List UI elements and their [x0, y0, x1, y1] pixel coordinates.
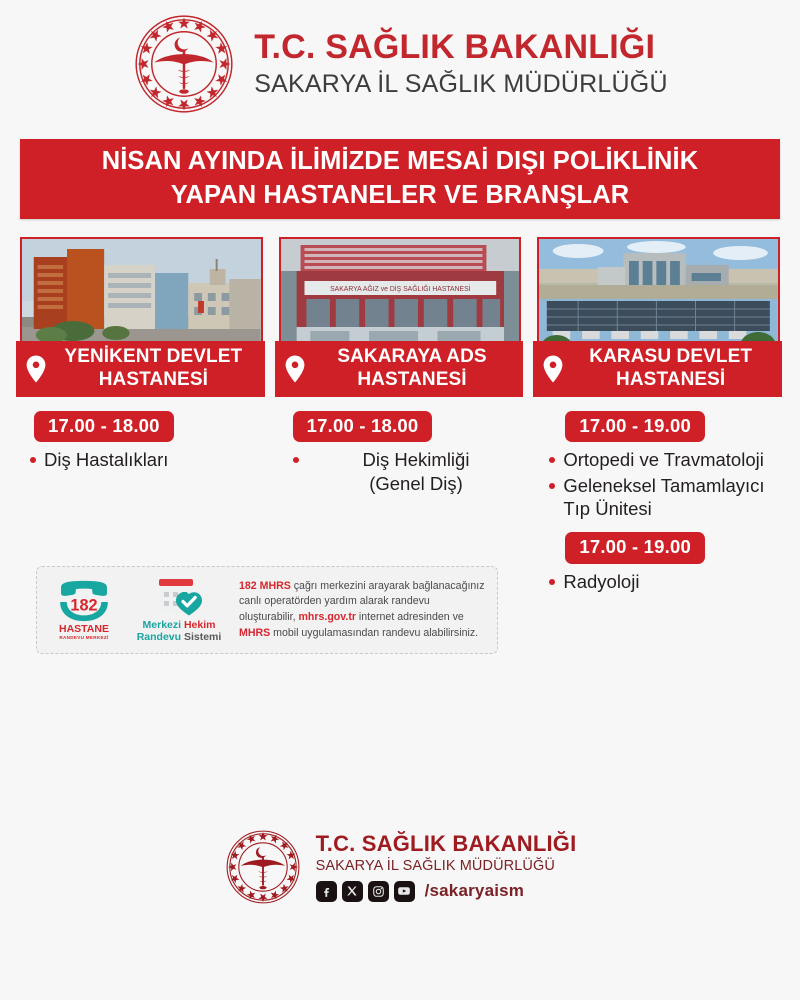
hospital-name-line-1: KARASU DEVLET — [589, 346, 753, 368]
mhrs-logo-word-randevu: Randevu — [136, 631, 184, 643]
youtube-icon[interactable] — [394, 881, 415, 902]
hospital-card-yenikent[interactable] — [20, 237, 263, 397]
hospital-name-line-1: YENİKENT DEVLET — [64, 346, 243, 368]
mhrs-182-caption: HASTANE — [59, 623, 109, 636]
health-ministry-emblem-icon — [132, 12, 236, 116]
svg-text:182: 182 — [70, 597, 98, 616]
branch-item: Diş Hastalıkları — [26, 448, 263, 471]
mhrs-description — [239, 579, 487, 642]
hospital-card-sakaraya-ads[interactable] — [279, 237, 522, 397]
time-badge: 17.00 - 18.00 — [34, 411, 174, 442]
branch-item: Radyoloji — [545, 570, 780, 593]
page-title: T.C. SAĞLIK BAKANLIĞI — [254, 27, 656, 66]
hospital-name-yenikent — [52, 346, 259, 392]
location-pin-icon — [541, 354, 565, 384]
hospital-name-line-2: HASTANESİ — [616, 369, 726, 390]
time-badge: 17.00 - 19.00 — [565, 411, 705, 442]
mhrs-text-part-4: internet adresinden ve — [355, 611, 464, 623]
hospital-name-line-1: SAKARAYA ADS — [337, 346, 487, 368]
mhrs-info-box — [36, 566, 498, 654]
branch-text-line-2: (Genel Diş) — [369, 472, 463, 494]
x-glyph — [346, 885, 358, 897]
health-ministry-emblem-icon — [224, 828, 302, 906]
schedule-column-karasu — [537, 411, 780, 595]
social-links — [316, 881, 577, 902]
mhrs-182-logo — [47, 579, 121, 640]
schedule-column-yenikent — [20, 411, 263, 474]
hospital-label-karasu — [533, 341, 782, 397]
calendar-heart-icon — [153, 576, 205, 618]
mhrs-system-logo — [127, 576, 231, 644]
facebook-glyph — [320, 885, 333, 898]
mhrs-link-url[interactable]: mhrs.gov.tr — [298, 611, 356, 623]
header-text-block — [254, 29, 667, 100]
hospital-label-sakaraya-ads — [275, 341, 524, 397]
mhrs-highlight-182: 182 MHRS — [239, 579, 291, 592]
branch-list — [20, 448, 263, 471]
time-badge: 17.00 - 18.00 — [293, 411, 433, 442]
facebook-icon[interactable] — [316, 881, 337, 902]
hospital-label-yenikent — [16, 341, 265, 397]
page-header — [0, 0, 800, 112]
announcement-banner — [20, 139, 780, 219]
location-pin-icon — [24, 354, 48, 384]
page-footer — [0, 828, 800, 906]
location-pin-icon — [283, 354, 307, 384]
phone-182-icon — [53, 579, 115, 623]
mhrs-text-part-2: çağrı merkezini arayarak bağlanacağınız canlı operatörden yardım alarak randevu oluşturabilir, — [239, 579, 485, 623]
schedule-column-sakaraya-ads — [279, 411, 522, 497]
hospital-card-karasu[interactable] — [537, 237, 780, 397]
footer-text-block — [316, 832, 577, 902]
instagram-icon[interactable] — [368, 881, 389, 902]
hospital-cards — [20, 237, 780, 397]
branch-item: Ortopedi ve Travmatoloji — [545, 448, 780, 471]
branch-item: Geleneksel Tamamlayıcı Tıp Ünitesi — [545, 474, 780, 521]
footer-subtitle: SAKARYA İL SAĞLIK MÜDÜRLÜĞÜ — [315, 858, 555, 875]
hospital-name-line-2: HASTANESİ — [98, 369, 208, 390]
mhrs-highlight-mhrs: MHRS — [239, 626, 271, 639]
instagram-glyph — [372, 885, 385, 898]
hospital-name-karasu — [569, 346, 776, 392]
branch-list — [279, 448, 522, 495]
social-handle[interactable]: /sakaryaism — [424, 881, 525, 901]
banner-line-1: NİSAN AYINDA İLİMİZDE MESAİ DIŞI POLİKLİNİK — [101, 147, 699, 176]
branch-text-line-1: Diş Hekimliği — [362, 449, 470, 471]
mhrs-logo-word-hekim: Hekim — [183, 619, 216, 632]
x-twitter-icon[interactable] — [342, 881, 363, 902]
branch-item — [289, 448, 522, 495]
branch-list — [537, 448, 780, 520]
footer-title: T.C. SAĞLIK BAKANLIĞI — [315, 831, 577, 857]
mhrs-182-subcaption: RANDEVU MERKEZİ — [59, 634, 109, 640]
mhrs-logo-word-sistemi: Sistemi — [183, 631, 222, 643]
mhrs-text-part-6: mobil uygulamasından randevu alabilirsiniz. — [270, 626, 479, 639]
hospital-name-sakaraya-ads — [311, 346, 518, 392]
hospital-name-line-2: HASTANESİ — [357, 369, 467, 390]
mhrs-logo-line-2 — [127, 632, 231, 644]
mhrs-logo-word-merkezi: Merkezi — [142, 619, 184, 632]
branch-list — [537, 570, 780, 593]
youtube-glyph — [397, 884, 411, 898]
banner-line-2: YAPAN HASTANELER VE BRANŞLAR — [170, 181, 630, 209]
svg-text:SAKARYA AĞIZ ve DİŞ SAĞLIĞI HA: SAKARYA AĞIZ ve DİŞ SAĞLIĞI HASTANESİ — [329, 285, 471, 294]
time-badge: 17.00 - 19.00 — [565, 532, 705, 563]
page-subtitle: SAKARYA İL SAĞLIK MÜDÜRLÜĞÜ — [254, 70, 668, 99]
